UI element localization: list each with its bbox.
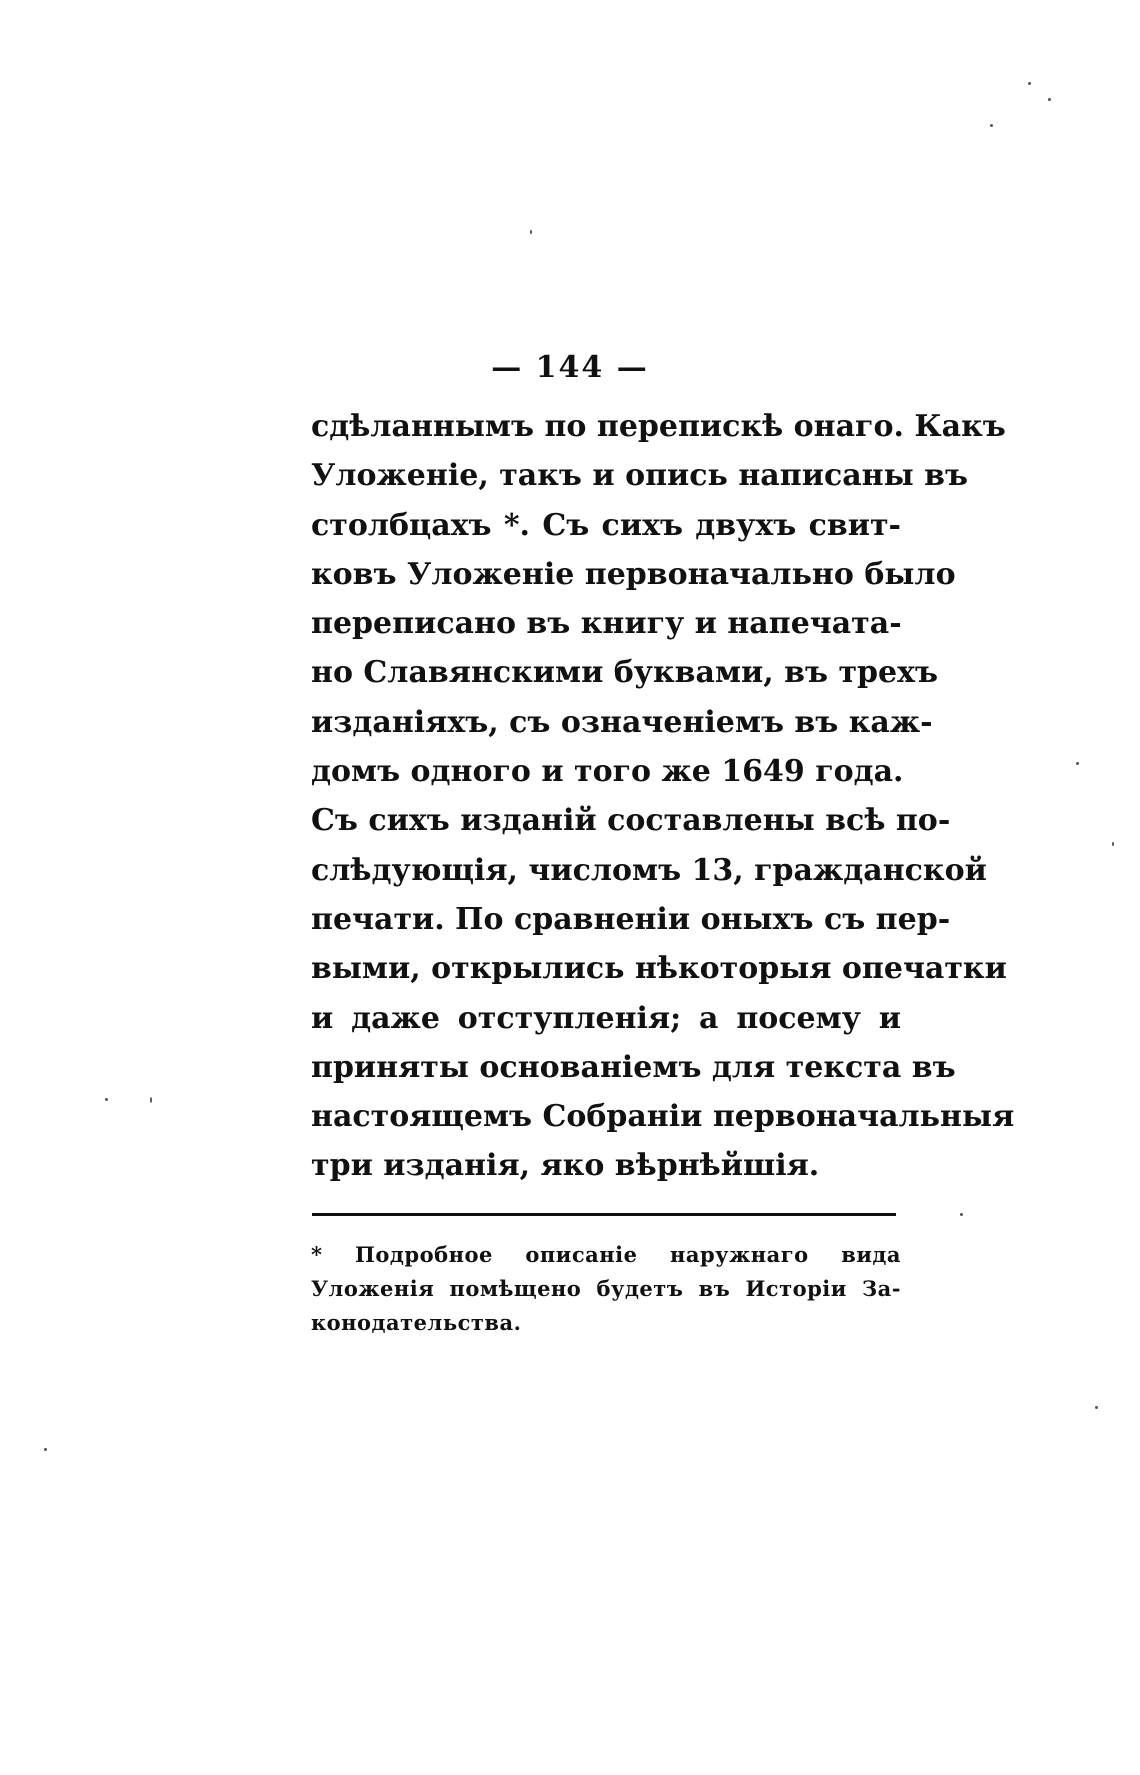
text-line: но Славянскими буквами, въ трехъ bbox=[311, 655, 938, 691]
text-line: сдѣланнымъ по перепискѣ онаго. Какъ bbox=[311, 409, 1006, 444]
text-line: настоящемъ Собраніи первоначальныя bbox=[311, 1099, 1015, 1135]
footnote-line: Уложенія помѣщено будетъ въ Исторіи За- bbox=[311, 1276, 901, 1301]
scan-speck bbox=[1076, 762, 1079, 765]
scan-speck bbox=[960, 1213, 963, 1216]
scan-speck bbox=[1028, 82, 1031, 85]
scan-speck bbox=[44, 1448, 47, 1451]
footnote-line: конодательства. bbox=[311, 1310, 522, 1335]
scan-speck bbox=[150, 1097, 152, 1103]
text-line: столбцахъ *. Съ сихъ двухъ свит- bbox=[311, 507, 901, 543]
text-line: и даже отступленія; а посему и bbox=[311, 1000, 901, 1036]
scan-speck bbox=[530, 230, 532, 234]
text-line: домъ одного и того же 1649 года. bbox=[311, 754, 904, 790]
text-line: Съ сихъ изданій составлены всѣ по- bbox=[311, 803, 951, 839]
scan-speck bbox=[1048, 98, 1051, 101]
scan-speck bbox=[990, 124, 993, 127]
text-line: Уложеніе, такъ и опись написаны въ bbox=[311, 458, 968, 494]
text-line: три изданія, яко вѣрнѣйшія. bbox=[311, 1148, 820, 1184]
footnote-line: * Подробное описаніе наружнаго вида bbox=[311, 1242, 901, 1267]
text-line: слѣдующія, числомъ 13, гражданской bbox=[311, 852, 987, 888]
scan-speck bbox=[1112, 842, 1114, 846]
text-line: печати. По сравненіи оныхъ съ пер- bbox=[311, 901, 951, 937]
text-line: ковъ Уложеніе первоначально было bbox=[311, 556, 956, 592]
scan-speck bbox=[1095, 1406, 1098, 1409]
text-line: изданіяхъ, съ означеніемъ въ каж- bbox=[311, 704, 933, 740]
scan-speck bbox=[105, 1098, 108, 1101]
text-line: выми, открылись нѣкоторыя опечатки bbox=[311, 951, 1007, 987]
footnote bbox=[311, 1238, 901, 1340]
text-line: приняты основаніемъ для текста въ bbox=[311, 1049, 956, 1085]
text-line: переписано въ книгу и напечата- bbox=[311, 606, 902, 642]
page-number: — 144 — bbox=[491, 350, 649, 385]
body-text bbox=[311, 402, 1015, 1191]
footnote-divider bbox=[312, 1213, 896, 1216]
